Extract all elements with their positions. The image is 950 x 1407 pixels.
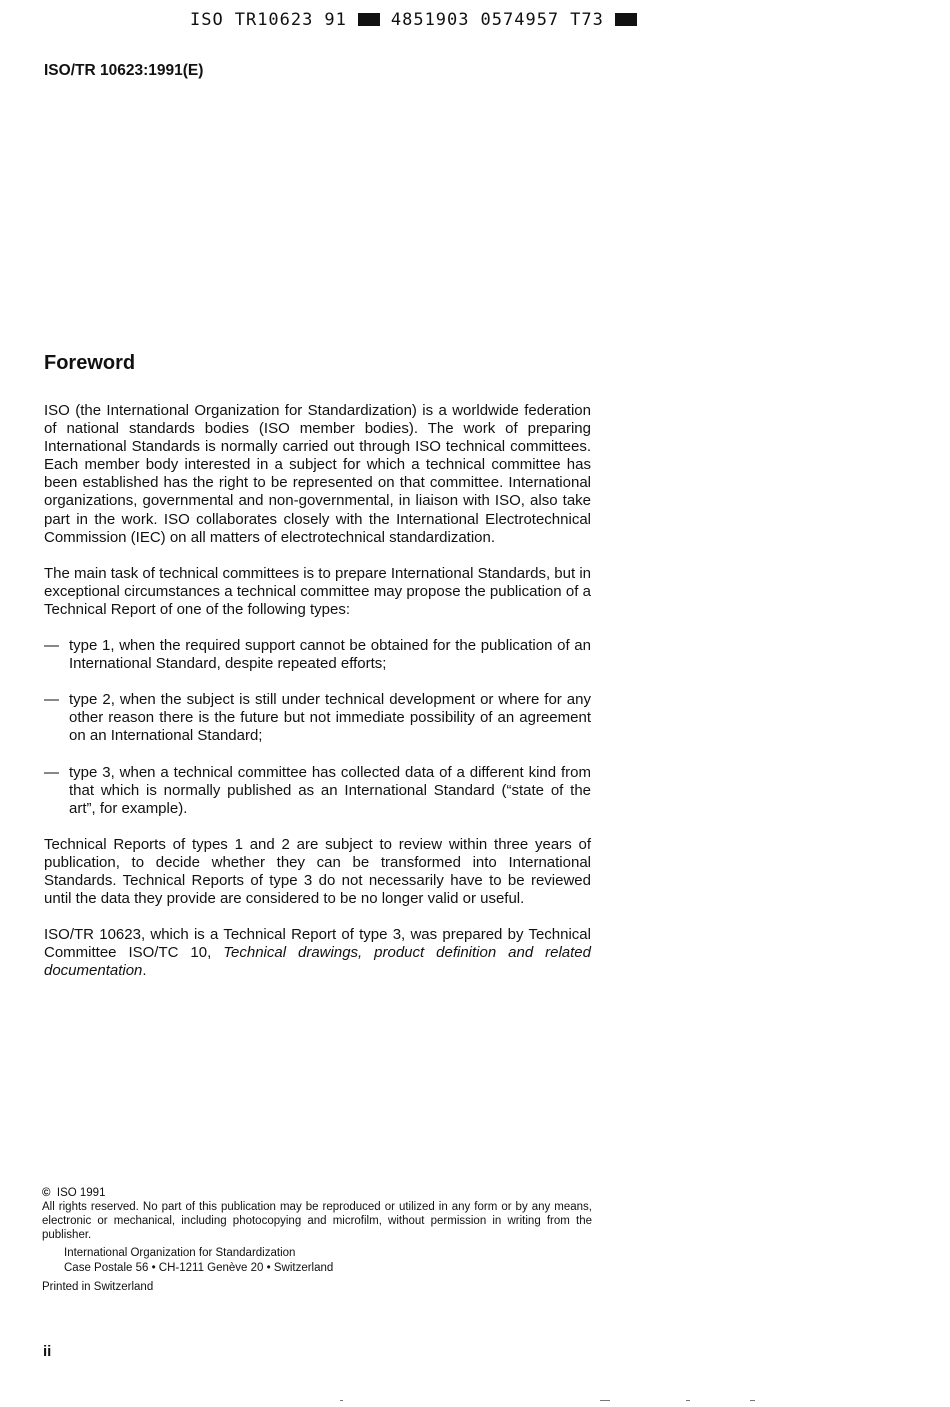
paragraph: ISO (the International Organization for Standardization) is a worldwide federation of national standards bodies (ISO member bodies). The work of preparing International Standards is normally carried out through ISO technical committees. Each member body interested in a subject for which a technical committee has been established has the right to be represented on that committee. International organizations, governmental and non-governmental, in liaison with ISO, also take part in the work. ISO collaborates closely with the International Electrotechnical Commission (IEC) on all matters of electrotechnical standardization.: [44, 402, 591, 546]
paragraph: The main task of technical committees is to prepare International Standards, but in exceptional circumstances a technical committee may propose the publication of a Technical Report of one of the following types:: [44, 564, 591, 618]
list-item: [44, 637, 591, 673]
document-id: ISO/TR 10623:1991(E): [44, 62, 204, 79]
list-item-text: type 1, when the required support cannot be obtained for the publication of an International Standard, despite repeated efforts;: [69, 637, 591, 673]
paragraph: Technical Reports of types 1 and 2 are subject to review within three years of publication, to decide whether they can be transformed into International Standards. Technical Reports of type 3 do not necessarily have to be reviewed until the data they provide are considered to be no longer valid or useful.: [44, 835, 591, 908]
copyright-block: [42, 1186, 592, 1294]
scan-header-part: ISO: [190, 10, 224, 30]
scan-block-mark: [615, 13, 637, 26]
scan-header-code: [190, 10, 648, 30]
list-item-text: type 2, when the subject is still under technical development or where for any other reason there is the future but not immediate possibility of an agreement on an International Standard;: [69, 691, 591, 745]
dash-bullet: —: [44, 691, 59, 709]
report-types-list: [44, 637, 591, 818]
scan-artifact: [686, 1400, 690, 1401]
committee-title: Technical drawings, product definition and related documentation: [44, 944, 591, 980]
scan-header-part: 4851903: [390, 10, 470, 30]
scan-artifact: [340, 1400, 343, 1401]
scan-header-part: 0574957: [480, 10, 560, 30]
list-item: [44, 691, 591, 745]
scan-artifact: [600, 1400, 610, 1401]
copyright-line: [42, 1186, 592, 1200]
dash-bullet: —: [44, 637, 59, 655]
scan-header-part: T73: [570, 10, 604, 30]
scan-header-part: 91: [324, 10, 347, 30]
paragraph-text: ISO/TR 10623, which is a Technical Report of type 3, was prepared by Technical Committee ISO/TC 10,: [44, 926, 591, 962]
copyright-year: ISO 1991: [56, 1187, 106, 1199]
paragraph-end: .: [142, 962, 147, 980]
scan-header-part: TR10623: [234, 10, 314, 30]
rights-statement: All rights reserved. No part of this publication may be reproduced or utilized in any form or by any means, electronic or mechanical, including photocopying and microfilm, without permission in writing from the publisher.: [42, 1201, 592, 1241]
foreword-body: [44, 402, 591, 998]
copyright-icon: ©: [42, 1187, 51, 1199]
list-item-text: type 3, when a technical committee has collected data of a different kind from that which is normally published as an International Standard (“state of the art”, for example).: [69, 763, 591, 817]
publisher-address: [64, 1246, 592, 1275]
printed-in: Printed in Switzerland: [42, 1281, 154, 1293]
address-line: International Organization for Standardization: [64, 1247, 296, 1259]
scan-artifact: [750, 1400, 755, 1401]
address-line: Case Postale 56 • CH-1211 Genève 20 • Switzerland: [64, 1261, 334, 1274]
foreword-title: Foreword: [44, 352, 136, 374]
scan-block-mark: [358, 13, 380, 26]
dash-bullet: —: [44, 763, 59, 781]
paragraph: [44, 926, 591, 980]
list-item: [44, 764, 591, 818]
page-number: ii: [43, 1343, 52, 1360]
